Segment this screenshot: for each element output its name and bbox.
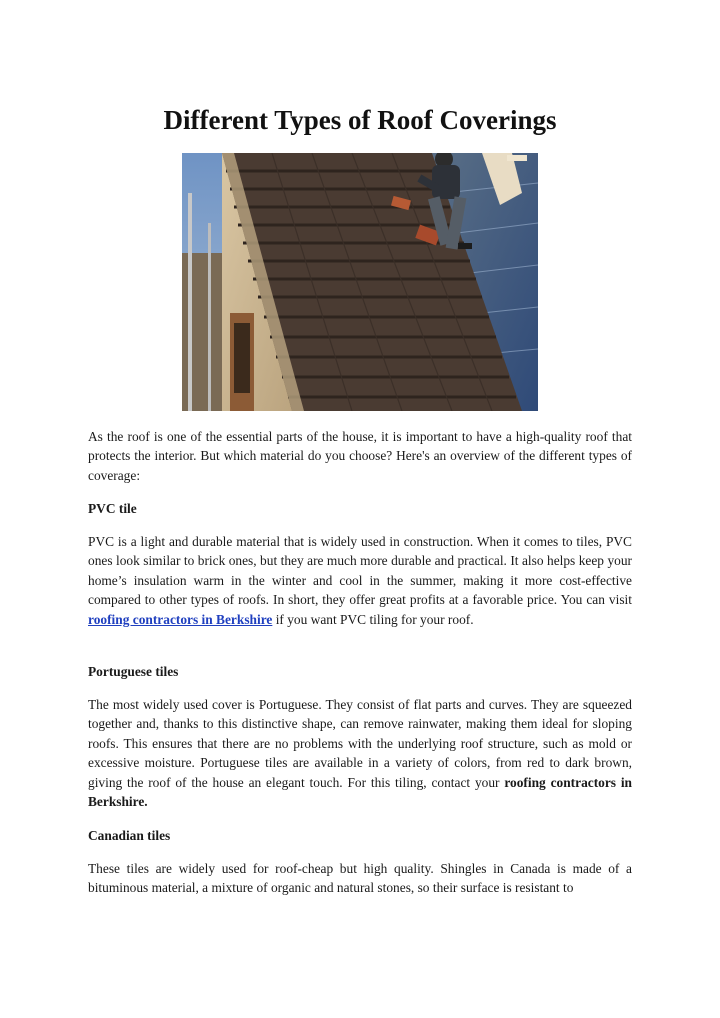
section-heading-portuguese: Portuguese tiles — [88, 664, 179, 679]
page-title: Different Types of Roof Coverings — [163, 105, 557, 135]
section-heading-canadian: Canadian tiles — [88, 828, 171, 843]
roof-photo-illustration — [182, 153, 538, 411]
pvc-text-before: PVC is a light and durable material that is widely used in construction. When it comes to tiles, PVC ones look similar to brick ones, but they are much more durable and practical. It also helps keep your home’s insulation warm in the winter and cool in the summer, making it more cost-effective compared to other types of roofs. In short, they offer great profits at a favorable price. You can visit — [88, 534, 632, 608]
portuguese-bold-text: roofing contractors in Berkshire. — [88, 774, 633, 810]
section-paragraph-portuguese — [88, 695, 632, 811]
roofing-contractors-link[interactable]: roofing contractors in Berkshire — [88, 611, 273, 627]
roof-photo — [182, 153, 538, 411]
portuguese-text-before: The most widely used cover is Portuguese. They consist of flat parts and curves. They are squeezed together and, thanks to this distinctive shape, can remove rainwater, making them ideal for sloping roofs. This ensures that there are no problems with the underlying roof structure, such as mold or excessive moisture. Portuguese tiles are available in a variety of colors, from red to dark brown, giving the roof of the house an elegant touch. For this tiling, contact your — [88, 697, 632, 790]
pvc-text-after: if you want PVC tiling for your roof. — [272, 611, 474, 627]
section-paragraph-canadian: These tiles are widely used for roof-cheap but high quality. Shingles in Canada is made of a bituminous material, a mixture of organic and natural stones, so their surface is resistant to — [88, 861, 632, 896]
section-heading-pvc: PVC tile — [88, 501, 137, 516]
section-paragraph-pvc — [88, 532, 632, 629]
intro-paragraph: As the roof is one of the essential parts of the house, it is important to have a high-quality roof that protects the interior. But which material do you choose? Here's an overview of the different types of coverage: — [88, 429, 632, 483]
